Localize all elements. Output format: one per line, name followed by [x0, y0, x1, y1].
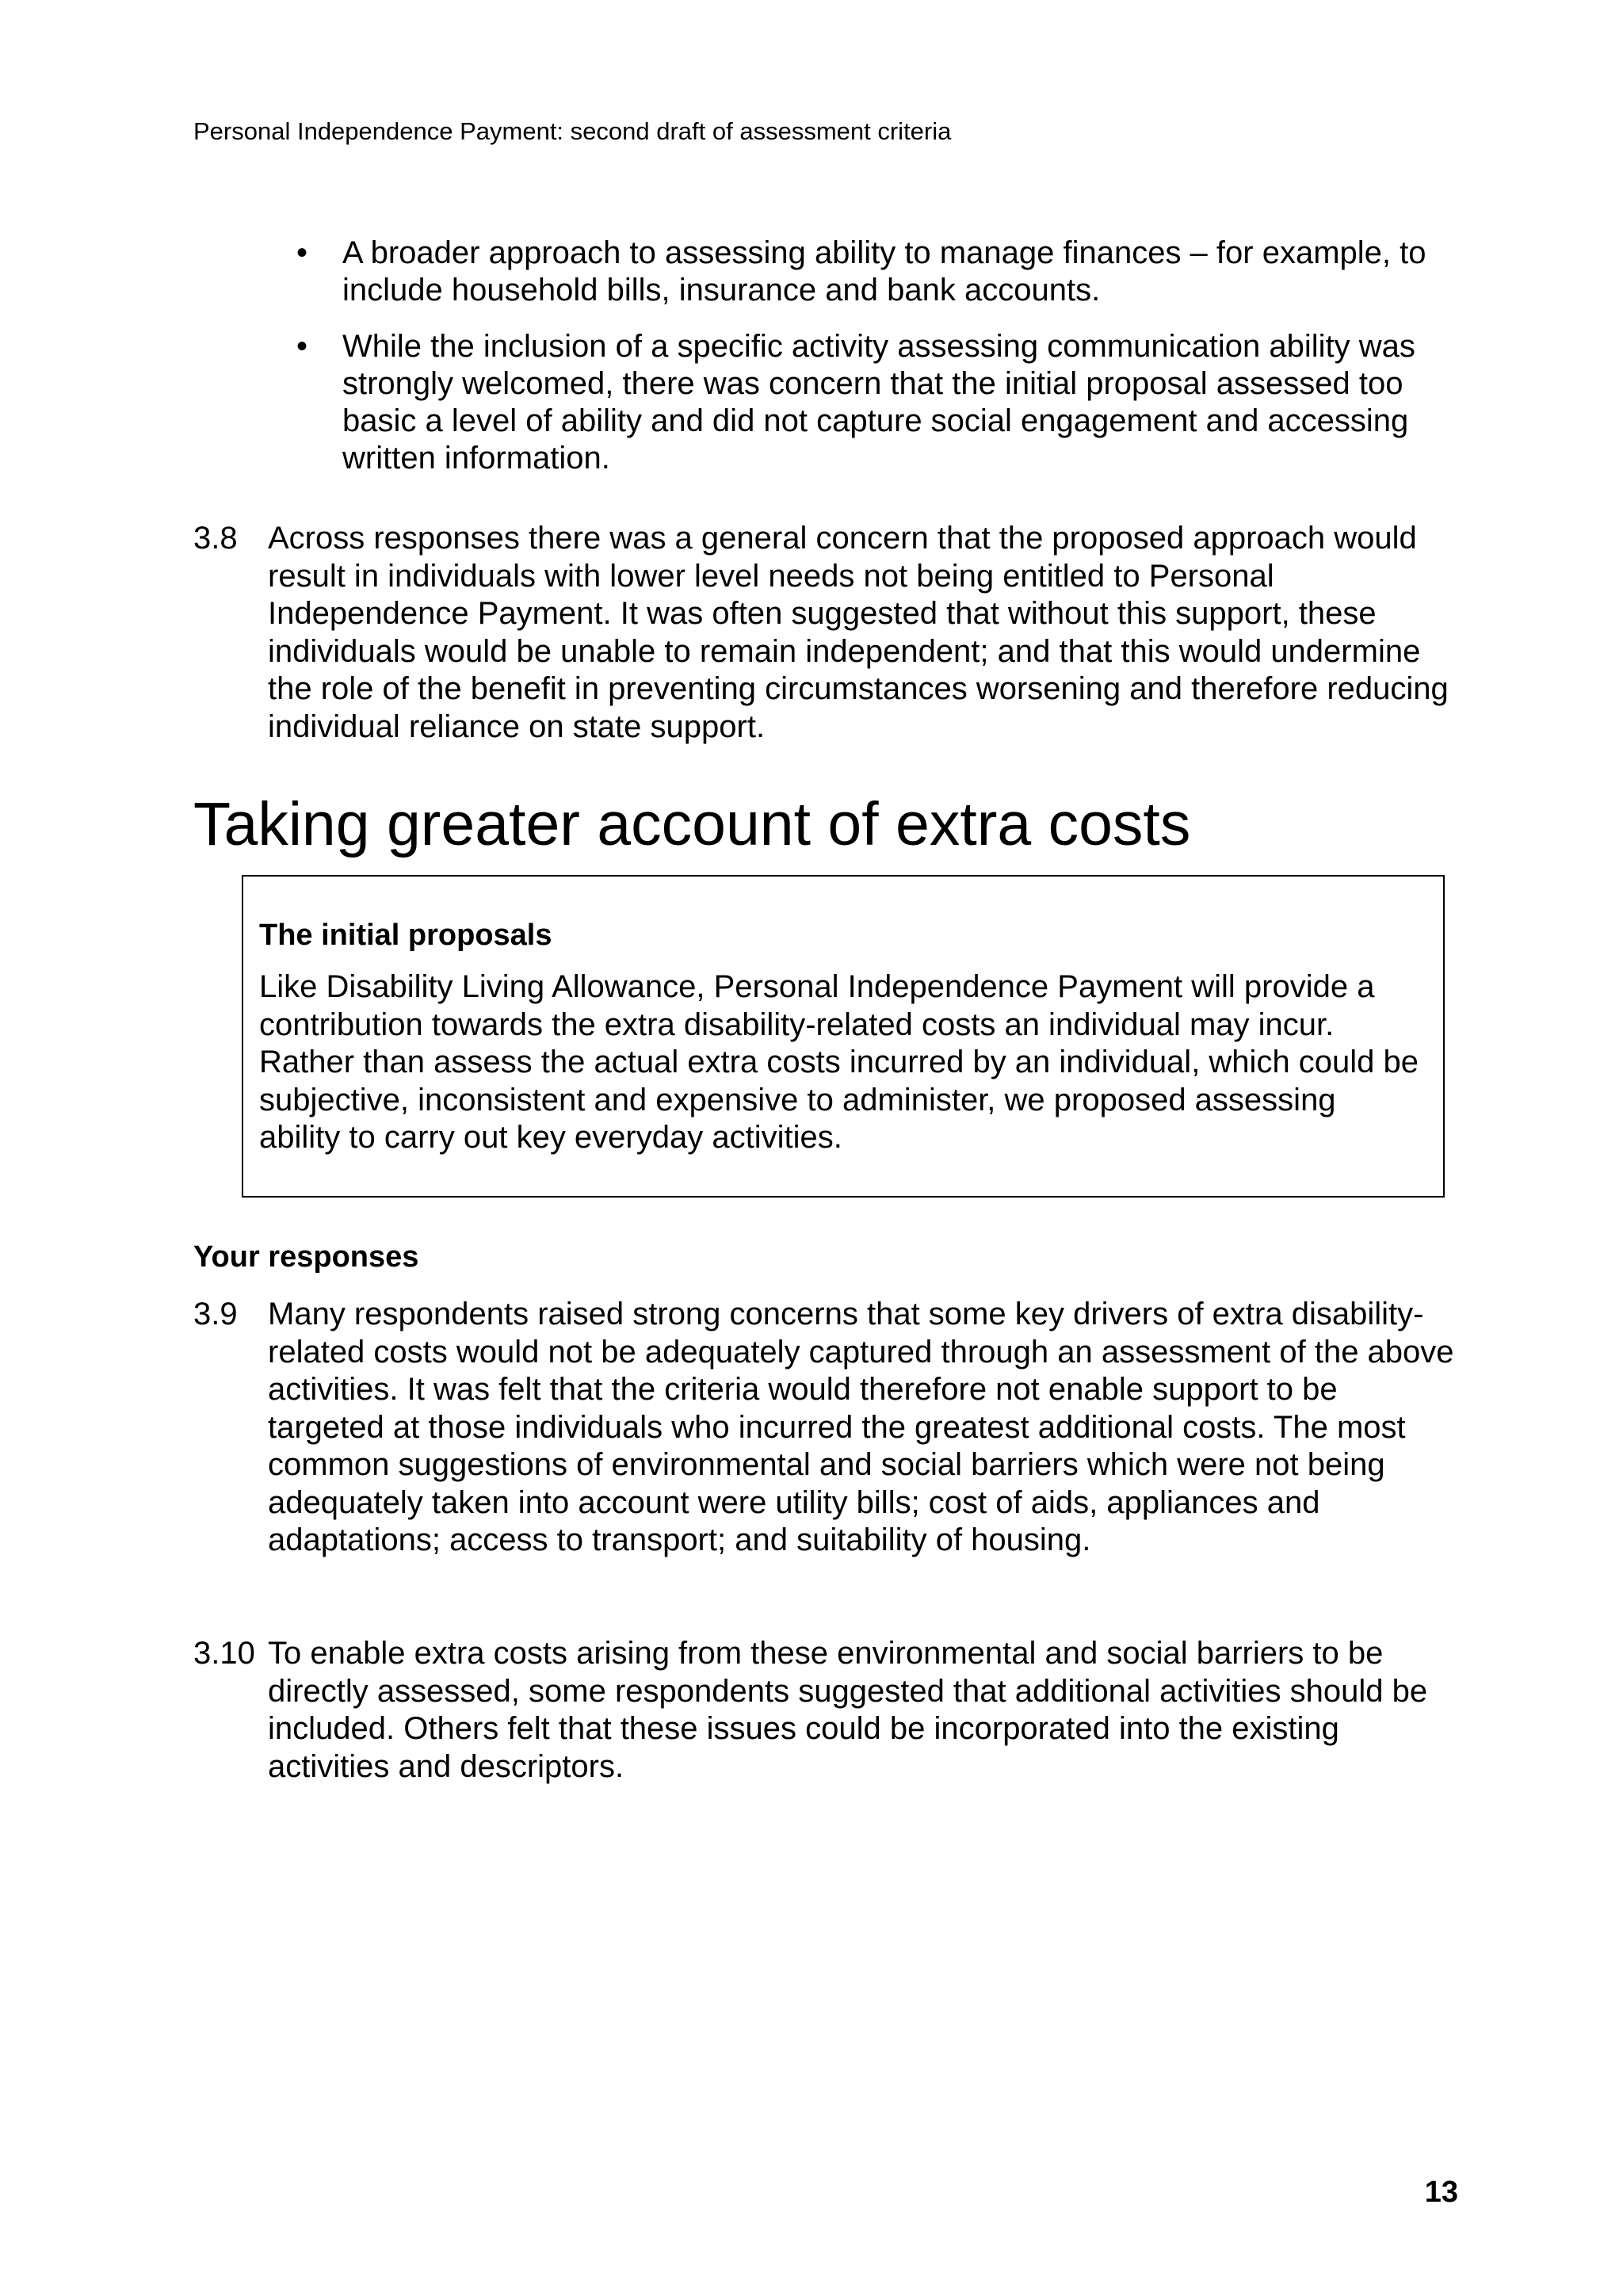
- running-header: Personal Independence Payment: second draft of assessment criteria: [193, 117, 952, 145]
- bullet-item: [288, 235, 1445, 309]
- box-text: Like Disability Living Allowance, Personal Independence Payment will provide a contribution towards the extra disability-related costs an individual may incur. Rather than assess the actual extra costs incurred by an individual, which could be subjective, inconsistent and expensive to administer, we proposed assessing ability to carry out key everyday activities.: [259, 969, 1419, 1155]
- section-title: Taking greater account of extra costs: [193, 790, 1191, 858]
- bullet-marker: •: [296, 235, 308, 270]
- paragraph-number: 3.8: [193, 521, 238, 556]
- responses-heading: Your responses: [193, 1240, 419, 1274]
- initial-proposals-box: [242, 875, 1445, 1198]
- bullet-marker: •: [296, 329, 308, 364]
- paragraph-number: 3.9: [193, 1297, 238, 1331]
- paragraph-text: To enable extra costs arising from these environmental and social barriers to be directly assessed, some respondents suggested that additional activities should be included. Others felt that these issues could be incorporated into the existing activities and descriptors.: [268, 1636, 1428, 1784]
- paragraph-3-10: [193, 1635, 1461, 1786]
- paragraph-3-9: [193, 1296, 1461, 1560]
- bullet-text: While the inclusion of a specific activity assessing communication ability was strongly welcomed, there was concern that the initial proposal assessed too basic a level of ability and did not capture social engagement and accessing written information.: [342, 329, 1415, 476]
- bullet-list: [288, 235, 1445, 496]
- bullet-text: A broader approach to assessing ability to manage finances – for example, to include household bills, insurance and bank accounts.: [342, 235, 1426, 308]
- paragraph-text: Across responses there was a general concern that the proposed approach would result in individuals with lower level needs not being entitled to Personal Independence Payment. It was often suggested that without this support, these individuals would be unable to remain independent; and that this would undermine the role of the benefit in preventing circumstances worsening and therefore reducing individual reliance on state support.: [268, 521, 1449, 744]
- page-number: 13: [1424, 2176, 1458, 2209]
- paragraph-number: 3.10: [193, 1636, 255, 1671]
- box-heading: The initial proposals: [259, 919, 552, 952]
- bullet-item: [288, 328, 1445, 477]
- paragraph-3-8: [193, 520, 1461, 746]
- paragraph-text: Many respondents raised strong concerns that some key drivers of extra disability-related costs would not be adequately captured through an assessment of the above activities. It was felt that the criteria would therefore not enable support to be targeted at those individuals who incurred the greatest additional costs. The most common suggestions of environmental and social barriers which were not being adequately taken into account were utility bills; cost of aids, appliances and adaptations; access to transport; and suitability of housing.: [268, 1297, 1454, 1557]
